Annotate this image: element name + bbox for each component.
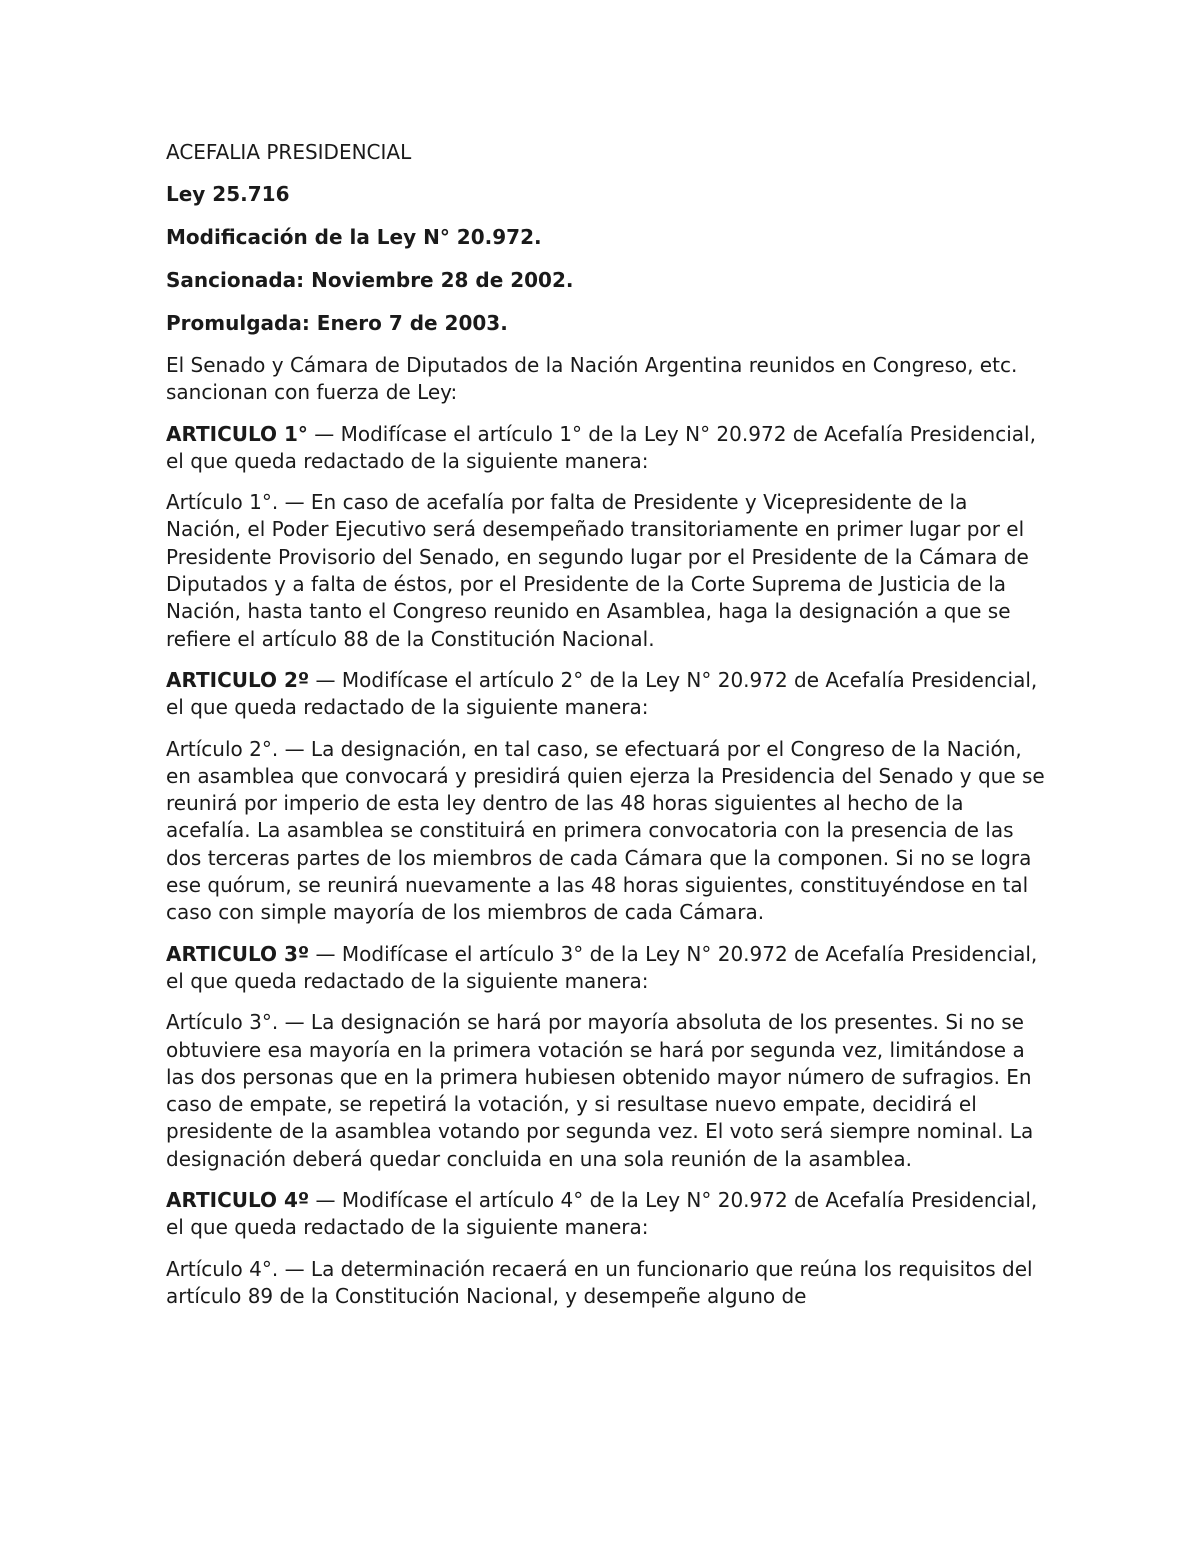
preamble: El Senado y Cámara de Diputados de la Nación Argentina reunidos en Congreso, etc. sancionan con fuerza de Ley: [166,353,1018,405]
article-1-text: Artículo 1°. — En caso de acefalía por falta de Presidente y Vicepresidente de la Nación, el Poder Ejecutivo será desempeñado transitoriamente en primer lugar por el Presidente Provisorio del Senado, en segundo lugar por el Presidente de la Cámara de Diputados y a falta de éstos, por el Presidente de la Corte Suprema de Justicia de la Nación, hasta tanto el Congreso reunido en Asamblea, haga la designación a que se refiere el artículo 88 de la Constitución Nacional. [166,490,1029,651]
article-4-text: Artículo 4°. — La determinación recaerá en un funcionario que reúna los requisitos del artículo 89 de la Constitución Nacional, y desempeñe alguno de [166,1256,1033,1308]
document-title: ACEFALIA PRESIDENCIAL [166,140,412,164]
sanctioned-date: Sancionada: Noviembre 28 de 2002. [166,268,574,292]
article-3-heading: ARTICULO 3º [166,941,310,966]
article-3-text: Artículo 3°. — La designación se hará por mayoría absoluta de los presentes. Si no se obtuviere esa mayoría en la primera votación se hará por segunda vez, limitándose a las dos personas que en la primera hubiesen obtenido mayor número de sufragios. En caso de empate, se repetirá la votación, y si resultase nuevo empate, decidirá el presidente de la asamblea votando por segunda vez. El voto será siempre nominal. La designación deberá quedar concluida en una sola reunión de la asamblea. [166,1010,1034,1171]
article-3-intro [166,941,1046,996]
article-1-intro-text: — Modifícase el artículo 1° de la Ley N° 20.972 de Acefalía Presidencial, el que queda redactado de la siguiente manera: [166,421,1036,473]
promulgated-date: Promulgada: Enero 7 de 2003. [166,311,508,335]
modification-line: Modificación de la Ley N° 20.972. [166,225,542,249]
article-2-heading: ARTICULO 2º [166,667,310,692]
article-2-intro-text: — Modifícase el artículo 2° de la Ley N° 20.972 de Acefalía Presidencial, el que queda redactado de la siguiente manera: [166,667,1038,720]
article-3-intro-text: — Modifícase el artículo 3° de la Ley N° 20.972 de Acefalía Presidencial, el que queda redactado de la siguiente manera: [166,941,1038,993]
article-4-intro-text: — Modifícase el artículo 4° de la Ley N° 20.972 de Acefalía Presidencial, el que queda redactado de la siguiente manera: [166,1188,1038,1240]
article-1-intro [166,421,1046,476]
law-number: Ley 25.716 [166,182,290,206]
article-4-heading: ARTICULO 4º [166,1188,310,1213]
article-2-text: Artículo 2°. — La designación, en tal caso, se efectuará por el Congreso de la Nación, en asamblea que convocará y presidirá quien ejerza la Presidencia del Senado y que se reunirá por imperio de esta ley dentro de las 48 horas siguientes al hecho de la acefalía. La asamblea se constituirá en primera convocatoria con la presencia de las dos terceras partes de los miembros de cada Cámara que la componen. Si no se logra ese quórum, se reunirá nuevamente a las 48 horas siguientes, constituyéndose en tal caso con simple mayoría de los miembros de cada Cámara. [166,736,1045,925]
article-1-heading: ARTICULO 1° [166,421,308,446]
document-page [166,138,1046,1324]
article-2-intro [166,667,1046,722]
article-4-intro [166,1187,1046,1242]
